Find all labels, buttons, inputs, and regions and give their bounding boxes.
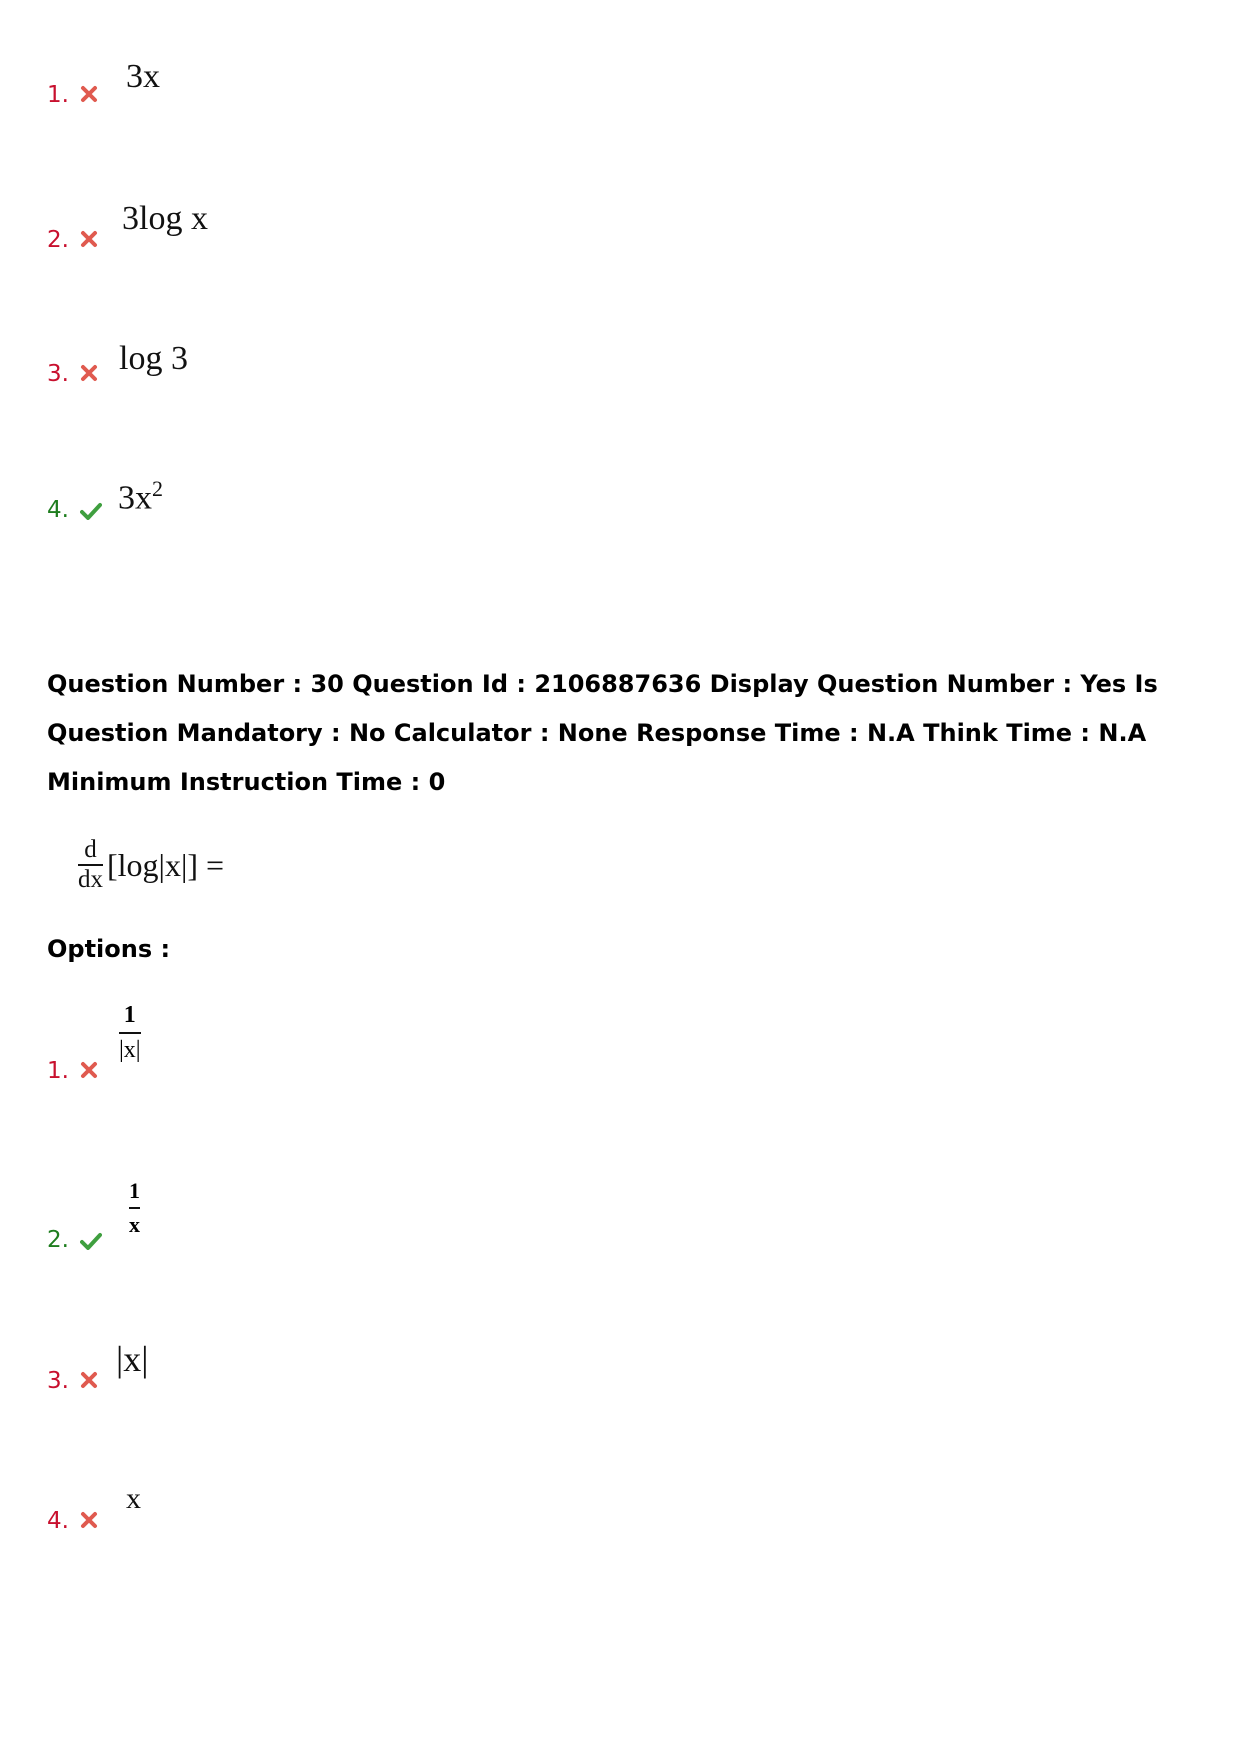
cross-icon bbox=[80, 1061, 98, 1079]
prev-option-4-expression: $3x^2$ bbox=[118, 476, 163, 517]
option-1-expression: 1 |x| bbox=[119, 1002, 141, 1063]
question-expression: $\frac{d}{dx}$ [log|x|] = bbox=[78, 836, 225, 893]
option-2-expression: 1 x bbox=[129, 1178, 140, 1237]
check-icon bbox=[80, 1232, 102, 1250]
option-number: 1. bbox=[47, 1058, 69, 1084]
option-number: 3. bbox=[47, 361, 69, 387]
option-number: 4. bbox=[47, 497, 69, 523]
option-number: 3. bbox=[47, 1368, 69, 1394]
cross-icon bbox=[80, 230, 98, 248]
option-number: 4. bbox=[47, 1508, 69, 1534]
option-3-expression: |x| bbox=[116, 1339, 149, 1379]
check-icon bbox=[80, 502, 102, 520]
cross-icon bbox=[80, 85, 98, 103]
option-number: 2. bbox=[47, 1227, 69, 1253]
cross-icon bbox=[80, 1371, 98, 1389]
cross-icon bbox=[80, 1511, 98, 1529]
cross-icon bbox=[80, 364, 98, 382]
option-number: 1. bbox=[47, 82, 69, 108]
prev-option-1-expression: 3x bbox=[126, 58, 160, 95]
question-metadata: Question Number : 30 Question Id : 2106887636 Display Question Number : Yes Is Question Mandatory : No Calculator : None Response Time : N.A Think Time : N.A Minimum Instruction Time : 0 bbox=[47, 670, 1158, 796]
prev-option-2-expression: 3log x bbox=[122, 200, 208, 237]
prev-option-3-expression: log 3 bbox=[119, 340, 188, 377]
options-label: Options : bbox=[47, 935, 171, 963]
derivative-fraction: $\frac{d}{dx}$ bbox=[78, 836, 103, 893]
option-number: 2. bbox=[47, 227, 69, 253]
option-4-expression: x bbox=[126, 1482, 141, 1515]
